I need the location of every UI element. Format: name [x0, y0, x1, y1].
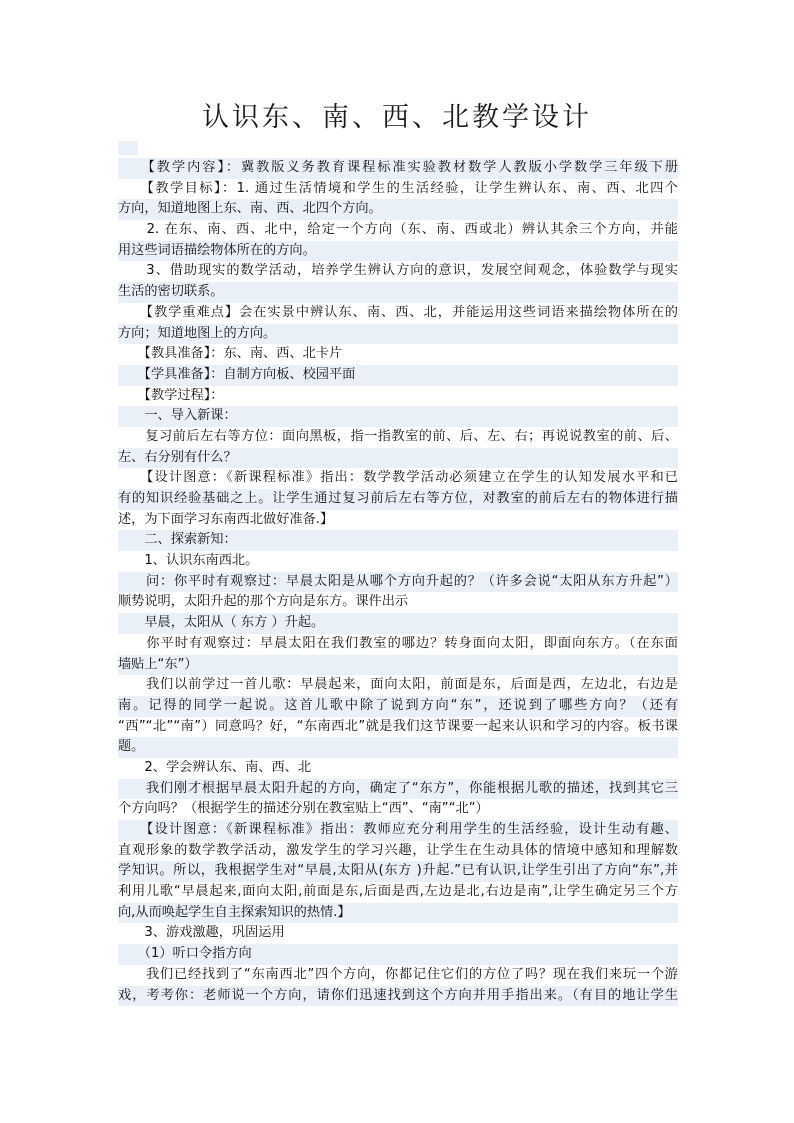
text-line: 生活的密切联系。	[118, 282, 678, 303]
text-line: 我们以前学过一首儿歌：早晨起来，面向太阳，前面是东，后面是西，左边北，右边是	[118, 677, 678, 693]
text-line: 左、右分别有什么？	[118, 448, 678, 469]
text-line: 2. 在东、南、西、北中，给定一个方向（东、南、西或北）辨认其余三个方向，并能	[118, 222, 678, 238]
text-line: 用这些词语描绘物体所在的方向。	[118, 241, 678, 262]
page-title: 认识东、南、西、北教学设计	[202, 102, 592, 133]
text-line: 【教具准备】：东、南、西、北卡片	[118, 346, 343, 362]
highlight-mark	[118, 141, 138, 155]
text-line: 早晨，太阳从（ 东方 ）升起。	[118, 613, 678, 634]
text-line: （1）听口令指方向	[118, 944, 678, 965]
text-line: 个方向吗？（根据学生的描述分别在教室贴上“西”、“南”“北”）	[118, 801, 489, 817]
text-line: 直观形象的数学教学活动，激发学生的学习兴趣，让学生在生动具体的情境中感知和理解数	[118, 842, 678, 858]
text-line: 顺势说明，太阳升起的那个方向是东方。课件出示	[118, 594, 409, 610]
text-line: 方向，知道地图上东、南、西、北四个方向。	[118, 199, 678, 220]
text-line: 复习前后左右等方位：面向黑板，指一指教室的前、后、左、右；再说说教室的前、后、	[118, 428, 678, 444]
text-line: 你平时有观察过：早晨太阳在我们教室的哪边？转身面向太阳，即面向东方。（在东面	[118, 635, 678, 651]
text-line: 【设计图意：《新课程标准》指出：数学教学活动必须建立在学生的认知发展水平和已	[118, 470, 678, 486]
text-line: 学知识。所以，我根据学生对“早晨,太阳从(东方 )升起.”已有认识,让学生引出了方向“东”,并	[118, 861, 678, 882]
text-line: 3、借助现实的数学活动，培养学生辨认方向的意识，发展空间观念，体验数学与现实	[118, 263, 678, 279]
text-line: 向,从而唤起学生自主探索知识的热情.】	[118, 903, 678, 924]
text-line: 述，为下面学习东南西北做好准备.】	[118, 511, 334, 527]
text-line: 戏，考考你：老师说一个方向，请你们迅速找到这个方向并用手指出来。（有目的地让学生	[118, 986, 678, 1007]
text-line: 【设计图意：《新课程标准》指出：教师应充分利用学生的生活经验，设计生动有趣、	[118, 820, 678, 841]
text-line: 【学具准备】：自制方向板、校园平面	[118, 365, 678, 386]
text-line: 二、探索新知：	[118, 530, 678, 551]
text-line: 1、认识东南西北。	[118, 553, 259, 569]
text-line: 【教学内容】：冀教版义务教育课程标准实验教材数学人教版小学数学三年级下册	[118, 158, 678, 179]
text-line: 方向；知道地图上的方向。	[118, 324, 678, 345]
text-line: 一、导入新课：	[118, 406, 678, 427]
text-line: 题。	[118, 737, 678, 758]
text-line: 利用儿歌“早晨起来,面向太阳,前面是东,后面是西,左边是北,右边是南”,让学生确定另三个方	[118, 884, 678, 900]
text-line: 我们刚才根据早晨太阳升起的方向，确定了“东方”，你能根据儿歌的描述，找到其它三	[118, 779, 678, 800]
text-line: 2、学会辨认东、南、西、北	[118, 759, 312, 775]
text-line: 南。记得的同学一起说。这首儿歌中除了说到方向“东”，还说到了哪些方向？（还有	[118, 696, 678, 717]
text-line: 【教学重难点】会在实景中辨认东、南、西、北，并能运用这些词语来描绘物体所在的	[118, 304, 678, 320]
text-line: 【教学过程】：	[118, 387, 224, 403]
text-line: 墙贴上“东”）	[118, 655, 678, 676]
text-line: 问：你平时有观察过：早晨太阳是从哪个方向升起的？（许多会说“太阳从东方升起”）	[118, 572, 678, 593]
text-line: 【教学目标】：1. 通过生活情境和学生的生活经验，让学生辨认东、南、西、北四个	[118, 180, 678, 196]
text-line: “西”“北”“南”）同意吗？好，“东南西北”就是我们这节课要一起来认识和学习的内容。板书课	[118, 718, 678, 734]
text-line: 有的知识经验基础之上。让学生通过复习前后左右等方位，对教室的前后左右的物体进行描	[118, 489, 678, 510]
document-body	[118, 158, 678, 1006]
text-line: 3、游戏激趣，巩固运用	[118, 925, 285, 941]
text-line: 我们已经找到了“东南西北”四个方向，你都记住它们的方位了吗？现在我们来玩一个游	[118, 966, 678, 982]
